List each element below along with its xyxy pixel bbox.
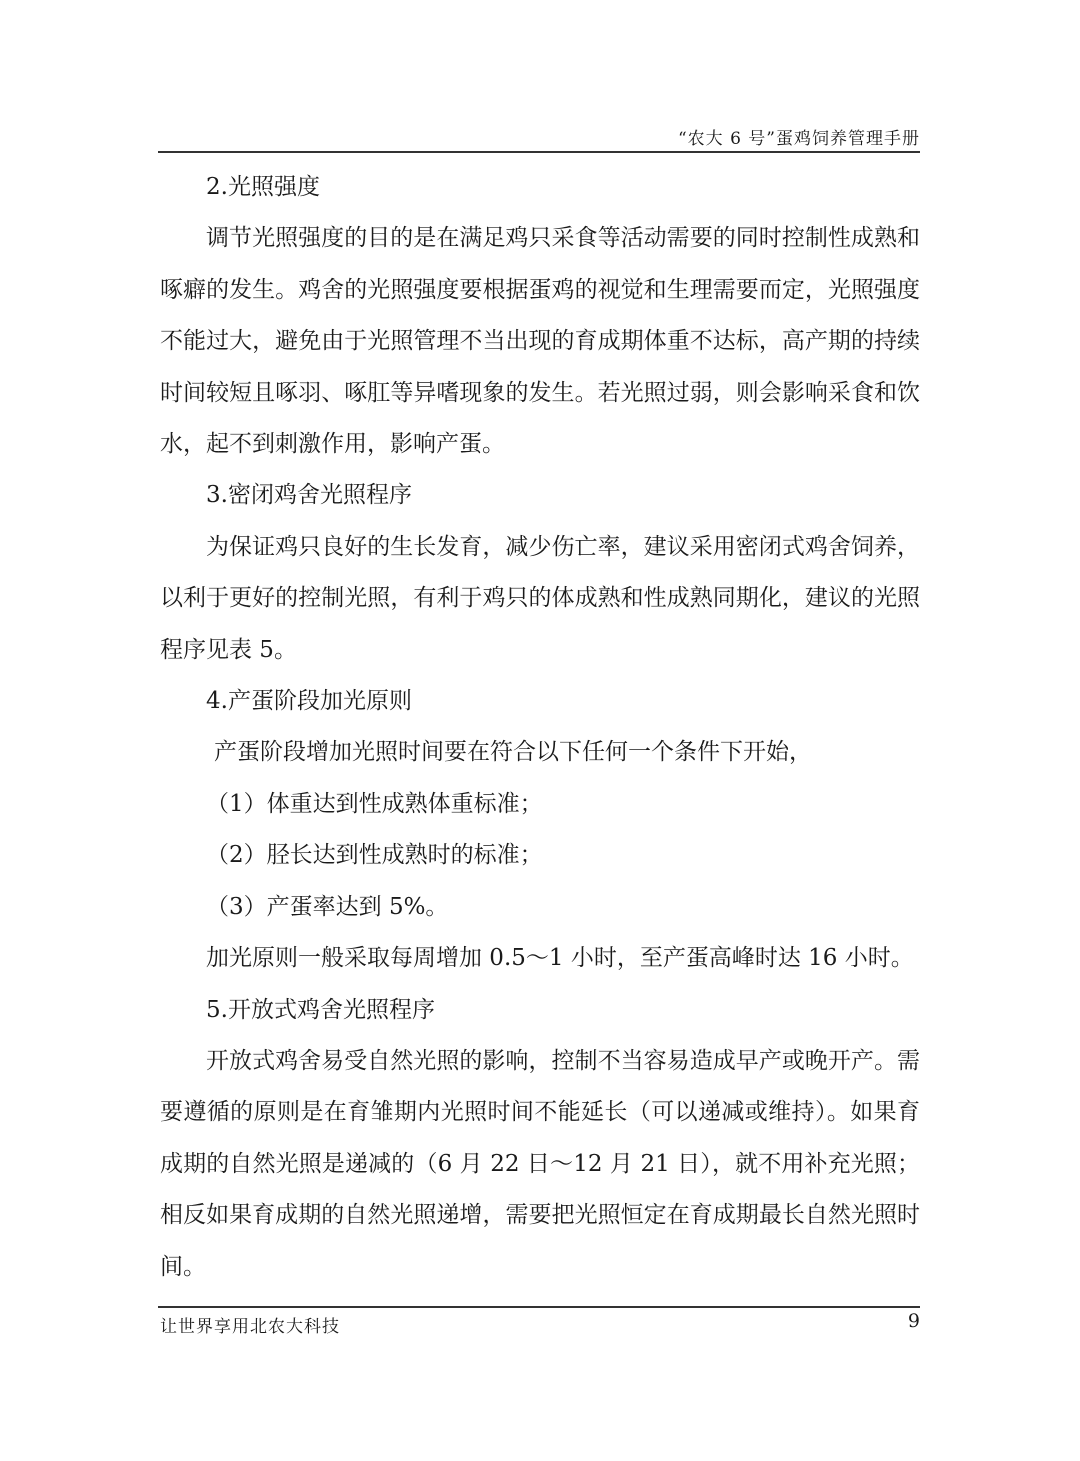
list-item-condition-1: （1）体重达到性成熟体重标准； — [206, 790, 543, 817]
paragraph-open-house-program: 开放式鸡舍易受自然光照的影响，控制不当容易造成早产或晚开产。需要遵循的原则是在育雏期内光照时间不能延长（可以递减或维持）。如果育成期的自然光照是递减的（6 月 22 日～12 月 21 日），就不用补充光照；相反如果育成期的自然光照递增，需要把光照恒定在育成期最长自然光照时间。 — [160, 1047, 920, 1280]
list-item-condition-3: （3）产蛋率达到 5%。 — [206, 893, 449, 920]
section-heading-light-intensity: 2.光照强度 — [206, 174, 320, 200]
page-number: 9 — [907, 1310, 920, 1332]
footer-slogan: 让世界享用北农大科技 — [160, 1317, 340, 1337]
page-body — [160, 162, 920, 1293]
footer-divider — [158, 1306, 920, 1308]
paragraph-laying-light-conditions: 产蛋阶段增加光照时间要在符合以下任何一个条件下开始， — [214, 739, 812, 766]
paragraph-light-increase-rule: 加光原则一般采取每周增加 0.5～1 小时，至产蛋高峰时达 16 小时。 — [206, 945, 914, 972]
list-item-condition-2: （2）胫长达到性成熟时的标准； — [206, 842, 543, 869]
header-divider — [158, 151, 920, 153]
section-heading-open-house-program: 5.开放式鸡舍光照程序 — [206, 996, 435, 1023]
header-title: “农大 6 号”蛋鸡饲养管理手册 — [677, 129, 920, 149]
section-heading-laying-light-principle: 4.产蛋阶段加光原则 — [206, 688, 412, 715]
section-heading-closed-house-program: 3.密闭鸡舍光照程序 — [206, 482, 412, 509]
paragraph-closed-house-program: 为保证鸡只良好的生长发育，减少伤亡率，建议采用密闭式鸡舍饲养，以利于更好的控制光照，有利于鸡只的体成熟和性成熟同期化，建议的光照程序见表 5。 — [160, 533, 920, 663]
paragraph-light-intensity: 调节光照强度的目的是在满足鸡只采食等活动需要的同时控制性成熟和啄癖的发生。鸡舍的光照强度要根据蛋鸡的视觉和生理需要而定，光照强度不能过大，避免由于光照管理不当出现的育成期体重不达标，高产期的持续时间较短且啄羽、啄肛等异嗜现象的发生。若光照过弱，则会影响采食和饮水，起不到刺激作用，影响产蛋。 — [160, 225, 920, 458]
